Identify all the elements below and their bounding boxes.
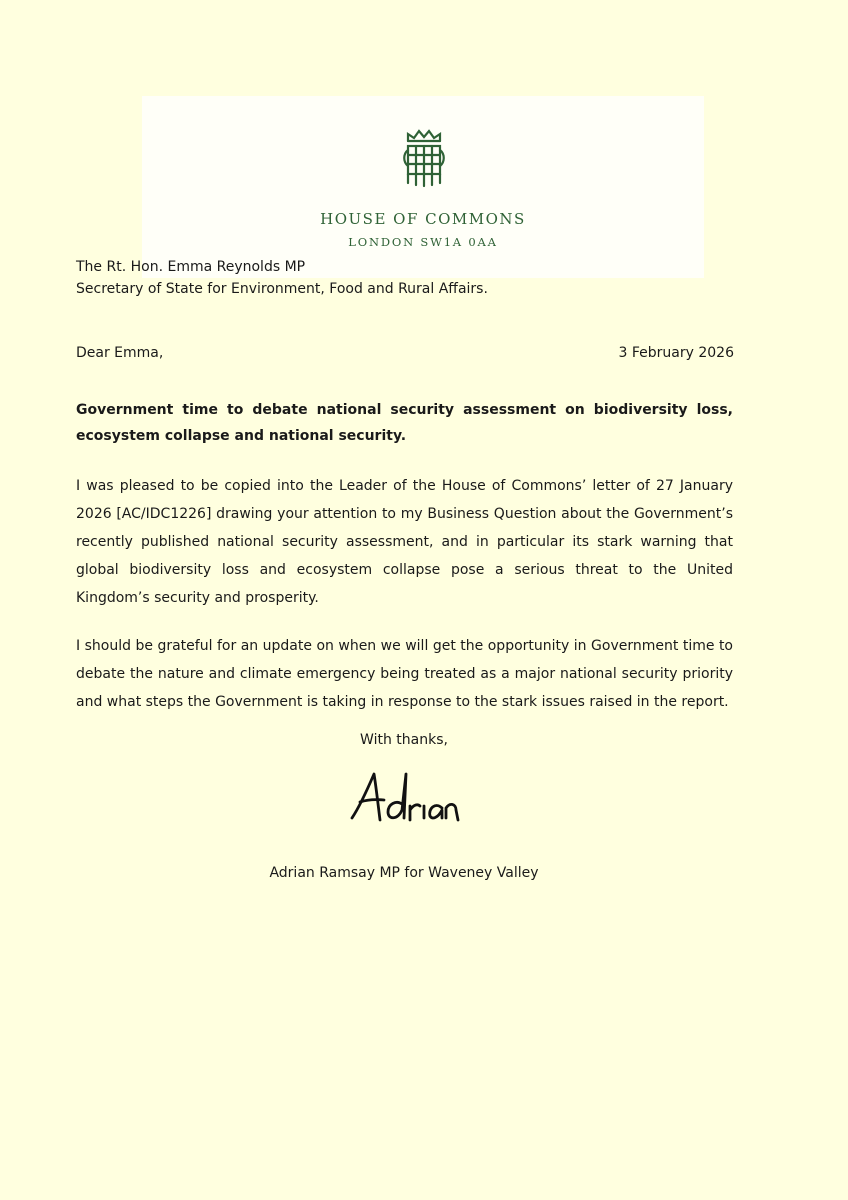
recipient-title: Secretary of State for Environment, Food and Rural Affairs. [76,281,488,297]
subject-line: Government time to debate national security assessment on biodiversity loss, ecosystem collapse and national security. [76,402,733,444]
signature-image [346,766,464,830]
portcullis-icon [402,126,446,190]
letterhead-address: LONDON SW1A 0AA [348,235,498,249]
signoff-name: Adrian Ramsay MP for Waveney Valley [269,865,539,881]
salutation: Dear Emma, [76,345,164,361]
letterhead [142,96,704,278]
body-paragraph-1: I was pleased to be copied into the Leader of the House of Commons’ letter of 27 January 2026 [AC/IDC1226] drawing your attention to my Business Question about the Government’s recently published national security assessment, and in particular its stark warning that global biodiversity loss and ecosystem collapse pose a serious threat to the United Kingdom’s security and prosperity. [76,478,733,606]
letterhead-title: HOUSE OF COMMONS [320,210,526,228]
body-paragraph-2: I should be grateful for an update on when we will get the opportunity in Government time to debate the nature and climate emergency being treated as a major national security priority and what steps the Government is taking in response to the stark issues raised in the report. [76,638,733,710]
closing-line: With thanks, [360,732,448,748]
recipient-name: The Rt. Hon. Emma Reynolds MP [76,259,306,275]
letter-date: 3 February 2026 [618,345,734,361]
